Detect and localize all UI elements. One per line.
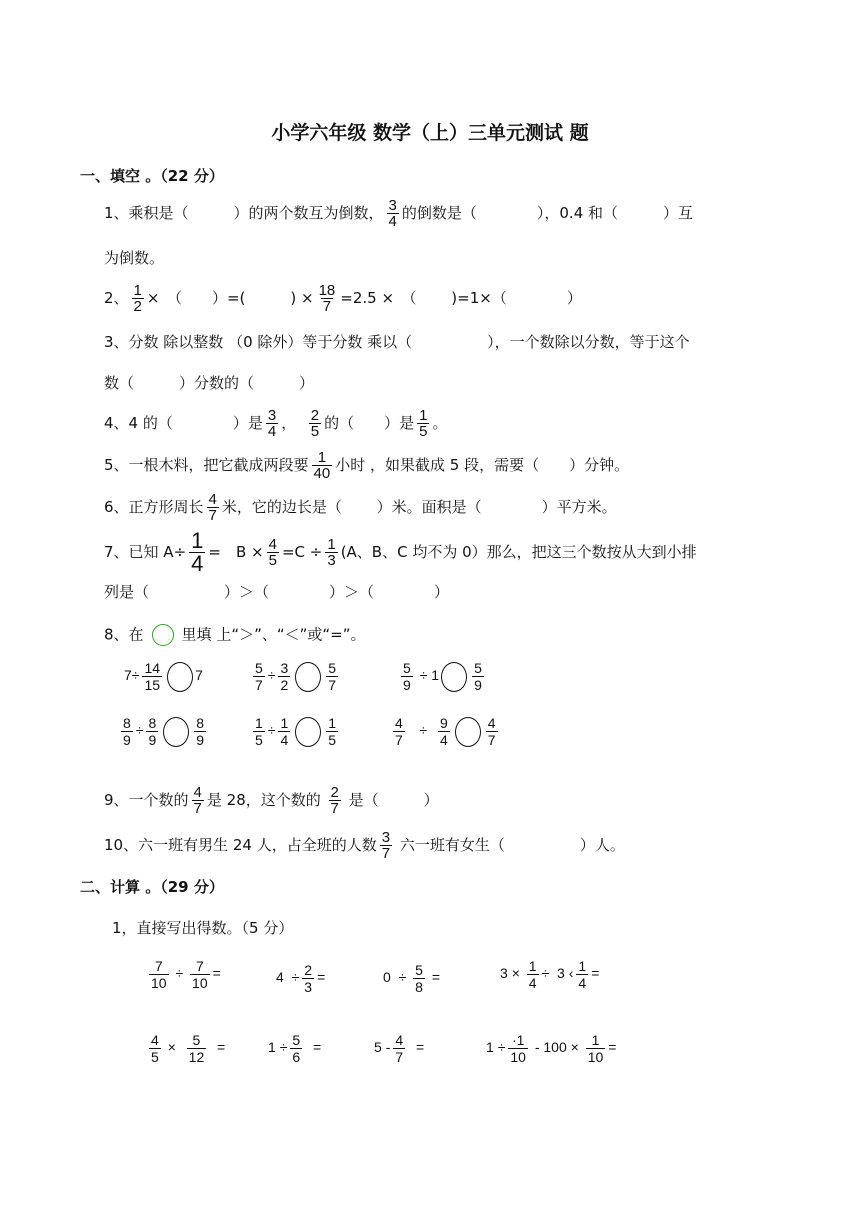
question-9: 9、一个数的 $\frac{4}{7}$ 是 28，这个数的 $\frac{2}{7}$ 是（ ） — [104, 784, 439, 817]
question-4: 4、4 的（ ）是 $\frac{3}{4}$ ， $\frac{2}{5}$ 的（ ）是 $\frac{1}{5}$ 。 — [104, 407, 448, 440]
question-7-cont: 列是（ ）＞（ ）＞（ ） — [104, 583, 450, 601]
calc-item: 5 - $\frac{4}{7}$ = — [374, 1032, 425, 1065]
calc-item: $\frac{4}{5}$ × $\frac{5}{12}$ = — [151, 1032, 226, 1065]
compare-circle[interactable] — [441, 662, 467, 692]
question-10: 10、六一班有男生 24 人，占全班的人数 $\frac{3}{7}$ 六一班有女生（ ）人。 — [104, 829, 625, 862]
question-2: 2、 $\frac{1}{2}$ × （ ）=( ) × $\frac{18}{7}$ =2.5 × （ )=1×（ ） — [104, 282, 582, 315]
calc-item: 0 ÷ $\frac{5}{8}$ = — [383, 962, 441, 995]
circle-icon — [152, 624, 174, 646]
question-8: 8、在 里填 上“＞”、“＜”或“=”。 — [104, 624, 366, 646]
calc-item: $\frac{7}{10}$ ÷ $\frac{7}{10}$ = — [151, 958, 221, 991]
section-1-heading: 一、填空 。（22 分） — [80, 167, 224, 185]
compare-circle[interactable] — [163, 717, 189, 747]
compare-5: $\frac{1}{5}$ ÷ $\frac{1}{4}$ $\frac{1}{5}$ — [255, 715, 337, 748]
calc-item: 1 ÷ $\frac{5}{6}$ = — [268, 1032, 322, 1065]
question-1: 1、乘积是（ ）的两个数互为倒数， $\frac{3}{4}$ 的倒数是（ ），0.4 和（ ）互 — [104, 197, 694, 230]
question-5: 5、一根木料，把它截成两段要 $\frac{1}{40}$ 小时 ，如果截成 5 段，需要（ ）分钟。 — [104, 449, 630, 482]
compare-circle[interactable] — [295, 662, 321, 692]
fraction: $\frac{3}{4}$ — [388, 197, 397, 230]
calc-item: 3 × $\frac{1}{4}$ ÷ 3 ‹ $\frac{1}{4}$ = — [500, 958, 600, 991]
page-title: 小学六年级 数学（上）三单元测试 题 — [271, 122, 589, 144]
compare-1: 7÷ $\frac{14}{15}$ 7 — [124, 660, 203, 693]
question-7: 7、已知 A÷ $\frac{1}{4}$ = B × $\frac{4}{5}$ =C ÷ $\frac{1}{3}$ (A、B、C 均不为 0）那么，把这三个数按从大到小排 — [104, 528, 697, 576]
calc-1-heading: 1，直接写出得数。（5 分） — [112, 919, 294, 937]
calc-item: 1 ÷ $\frac{\cdot 1}{10}$ - 100 × $\frac{1}{10}$ = — [486, 1032, 617, 1065]
section-2-heading: 二、计算 。（29 分） — [80, 878, 224, 896]
question-3-cont: 数（ ）分数的（ ） — [104, 374, 315, 392]
compare-2: $\frac{5}{7}$ ÷ $\frac{3}{2}$ $\frac{5}{7}$ — [255, 660, 337, 693]
compare-3: $\frac{5}{9}$ ÷ 1 $\frac{5}{9}$ — [403, 660, 482, 693]
compare-circle[interactable] — [295, 717, 321, 747]
question-3: 3、分数 除以整数 （0 除外）等于分数 乘以（ ），一个数除以分数，等于这个 — [104, 333, 690, 351]
compare-6: $\frac{4}{7}$ ÷ $\frac{9}{4}$ $\frac{4}{7}$ — [395, 715, 496, 748]
compare-circle[interactable] — [455, 717, 481, 747]
calc-item: 4 ÷ $\frac{2}{3}$ = — [276, 962, 326, 995]
compare-4: $\frac{8}{9}$ ÷ $\frac{8}{9}$ $\frac{8}{9}$ — [123, 715, 205, 748]
question-1-cont: 为倒数。 — [104, 249, 165, 267]
compare-circle[interactable] — [167, 662, 193, 692]
question-6: 6、正方形周长 $\frac{4}{7}$ 米，它的边长是（ ）米。面积是（ ）平方米。 — [104, 491, 617, 524]
